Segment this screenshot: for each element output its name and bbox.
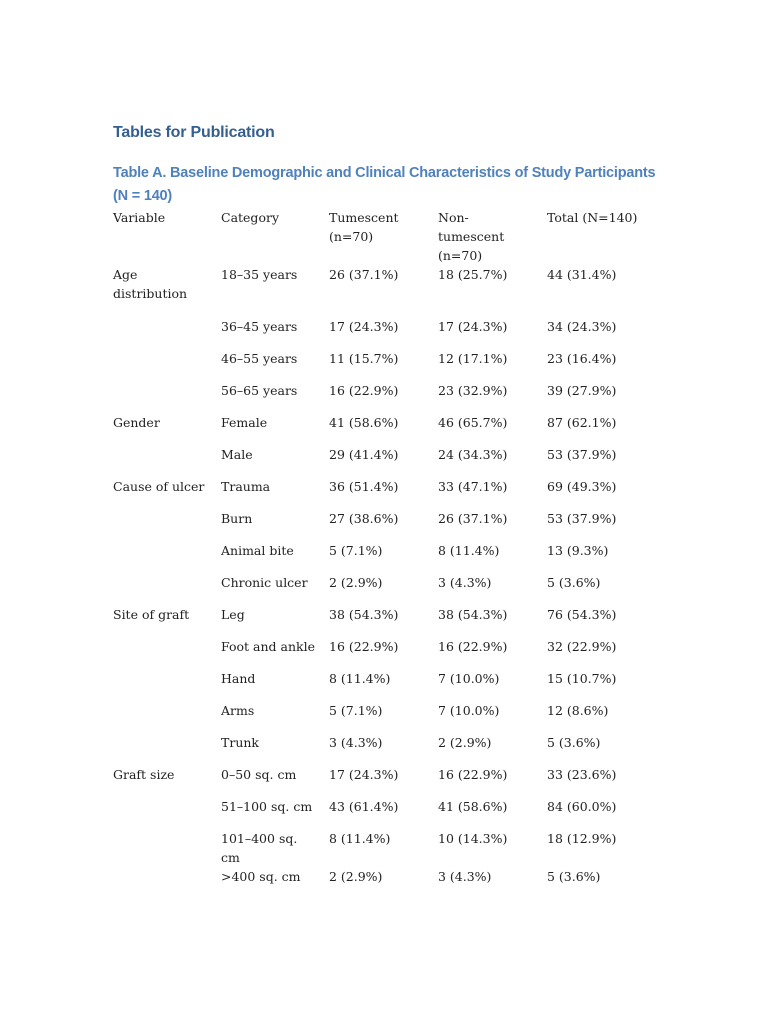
cell-total: 32 (22.9%) — [547, 639, 617, 654]
cell-total: 84 (60.0%) — [547, 799, 617, 814]
cell-total: 69 (49.3%) — [547, 479, 617, 494]
cell-tumescent: 5 (7.1%) — [329, 703, 383, 718]
cell-category: Trunk — [221, 735, 259, 750]
cell-tumescent: 16 (22.9%) — [329, 639, 399, 654]
cell-non-tumescent: 2 (2.9%) — [438, 735, 492, 750]
table-row — [106, 867, 650, 899]
cell-category: Animal bite — [221, 543, 294, 558]
table-row — [106, 541, 650, 573]
header-variable: Variable — [113, 210, 166, 225]
cell-total: 34 (24.3%) — [547, 319, 617, 334]
table-body — [106, 265, 650, 899]
cell-tumescent: 17 (24.3%) — [329, 767, 399, 782]
cell-non-tumescent: 17 (24.3%) — [438, 319, 508, 334]
cell-total: 15 (10.7%) — [547, 671, 617, 686]
cell-total: 18 (12.9%) — [547, 831, 617, 846]
table-row — [106, 381, 650, 413]
cell-total: 5 (3.6%) — [547, 575, 601, 590]
cell-variable — [106, 541, 214, 573]
cell-variable — [106, 381, 214, 413]
table-row — [106, 349, 650, 381]
cell-total: 87 (62.1%) — [547, 415, 617, 430]
cell-non-tumescent: 24 (34.3%) — [438, 447, 508, 462]
cell-non-tumescent: 18 (25.7%) — [438, 267, 508, 282]
cell-variable — [106, 573, 214, 605]
cell-variable: Graft size — [113, 767, 175, 782]
table-row — [106, 829, 650, 867]
cell-total: 12 (8.6%) — [547, 703, 609, 718]
table-header-row — [106, 208, 650, 265]
cell-tumescent: 29 (41.4%) — [329, 447, 399, 462]
cell-non-tumescent: 7 (10.0%) — [438, 671, 500, 686]
cell-variable — [106, 637, 214, 669]
cell-total: 13 (9.3%) — [547, 543, 609, 558]
cell-total: 76 (54.3%) — [547, 607, 617, 622]
cell-category: 56–65 years — [221, 383, 298, 398]
cell-non-tumescent: 33 (47.1%) — [438, 479, 508, 494]
cell-tumescent: 38 (54.3%) — [329, 607, 399, 622]
cell-total: 23 (16.4%) — [547, 351, 617, 366]
cell-category: 18–35 years — [221, 267, 298, 282]
cell-category: >400 sq. cm — [221, 869, 301, 884]
cell-variable — [106, 701, 214, 733]
cell-variable — [106, 349, 214, 381]
cell-variable: Gender — [113, 415, 160, 430]
cell-non-tumescent: 12 (17.1%) — [438, 351, 508, 366]
cell-non-tumescent: 41 (58.6%) — [438, 799, 508, 814]
cell-total: 44 (31.4%) — [547, 267, 617, 282]
cell-variable — [106, 797, 214, 829]
table-row — [106, 477, 650, 509]
cell-variable — [106, 509, 214, 541]
cell-tumescent: 16 (22.9%) — [329, 383, 399, 398]
cell-variable — [106, 317, 214, 349]
cell-category: Trauma — [221, 479, 271, 494]
cell-category: 0–50 sq. cm — [221, 767, 297, 782]
cell-non-tumescent: 26 (37.1%) — [438, 511, 508, 526]
table-row — [106, 317, 650, 349]
header-category: Category — [221, 210, 280, 225]
cell-total: 5 (3.6%) — [547, 735, 601, 750]
cell-variable: Site of graft — [113, 607, 190, 622]
cell-category: 51–100 sq. cm — [221, 799, 313, 814]
cell-variable — [106, 669, 214, 701]
cell-non-tumescent: 10 (14.3%) — [438, 831, 508, 846]
cell-tumescent: 43 (61.4%) — [329, 799, 399, 814]
table-row — [106, 445, 650, 477]
cell-category: Hand — [221, 671, 256, 686]
cell-category: Burn — [221, 511, 253, 526]
cell-tumescent: 27 (38.6%) — [329, 511, 399, 526]
cell-non-tumescent: 3 (4.3%) — [438, 575, 492, 590]
cell-category: Chronic ulcer — [221, 575, 308, 590]
table-row — [106, 265, 650, 317]
header-tumescent: Tumescent (n=70) — [329, 210, 399, 244]
cell-variable: Age distribution — [113, 267, 188, 301]
cell-tumescent: 2 (2.9%) — [329, 869, 383, 884]
cell-variable: Cause of ulcer — [113, 479, 205, 494]
cell-non-tumescent: 8 (11.4%) — [438, 543, 500, 558]
cell-total: 53 (37.9%) — [547, 511, 617, 526]
cell-total: 5 (3.6%) — [547, 869, 601, 884]
cell-tumescent: 17 (24.3%) — [329, 319, 399, 334]
cell-non-tumescent: 16 (22.9%) — [438, 767, 508, 782]
cell-tumescent: 2 (2.9%) — [329, 575, 383, 590]
cell-tumescent: 5 (7.1%) — [329, 543, 383, 558]
cell-total: 53 (37.9%) — [547, 447, 617, 462]
characteristics-table — [106, 208, 650, 899]
cell-tumescent: 41 (58.6%) — [329, 415, 399, 430]
table-caption: Table A. Baseline Demographic and Clinical Characteristics of Study Participants (N = 140) — [113, 165, 656, 204]
cell-non-tumescent: 23 (32.9%) — [438, 383, 508, 398]
cell-tumescent: 8 (11.4%) — [329, 831, 391, 846]
table-row — [106, 669, 650, 701]
cell-tumescent: 8 (11.4%) — [329, 671, 391, 686]
header-non-tumescent: Non-tumescent (n=70) — [438, 210, 505, 263]
cell-category: 46–55 years — [221, 351, 298, 366]
cell-tumescent: 11 (15.7%) — [329, 351, 399, 366]
cell-variable — [106, 445, 214, 477]
cell-non-tumescent: 46 (65.7%) — [438, 415, 508, 430]
cell-variable — [106, 829, 214, 867]
table-row — [106, 637, 650, 669]
cell-category: 101–400 sq. cm — [221, 831, 298, 865]
cell-non-tumescent: 3 (4.3%) — [438, 869, 492, 884]
document-title: Tables for Publication — [113, 124, 275, 141]
cell-tumescent: 3 (4.3%) — [329, 735, 383, 750]
cell-tumescent: 36 (51.4%) — [329, 479, 399, 494]
cell-category: Arms — [221, 703, 255, 718]
table-row — [106, 413, 650, 445]
table-row — [106, 701, 650, 733]
cell-category: Male — [221, 447, 253, 462]
cell-variable — [106, 733, 214, 765]
cell-category: Leg — [221, 607, 245, 622]
table-row — [106, 573, 650, 605]
cell-tumescent: 26 (37.1%) — [329, 267, 399, 282]
table-row — [106, 605, 650, 637]
cell-category: Foot and ankle — [221, 639, 315, 654]
cell-non-tumescent: 38 (54.3%) — [438, 607, 508, 622]
cell-non-tumescent: 7 (10.0%) — [438, 703, 500, 718]
cell-category: Female — [221, 415, 268, 430]
cell-variable — [106, 867, 214, 899]
header-total: Total (N=140) — [547, 210, 638, 225]
table-row — [106, 733, 650, 765]
table-row — [106, 509, 650, 541]
cell-non-tumescent: 16 (22.9%) — [438, 639, 508, 654]
cell-total: 33 (23.6%) — [547, 767, 617, 782]
cell-total: 39 (27.9%) — [547, 383, 617, 398]
table-row — [106, 797, 650, 829]
cell-category: 36–45 years — [221, 319, 298, 334]
table-row — [106, 765, 650, 797]
